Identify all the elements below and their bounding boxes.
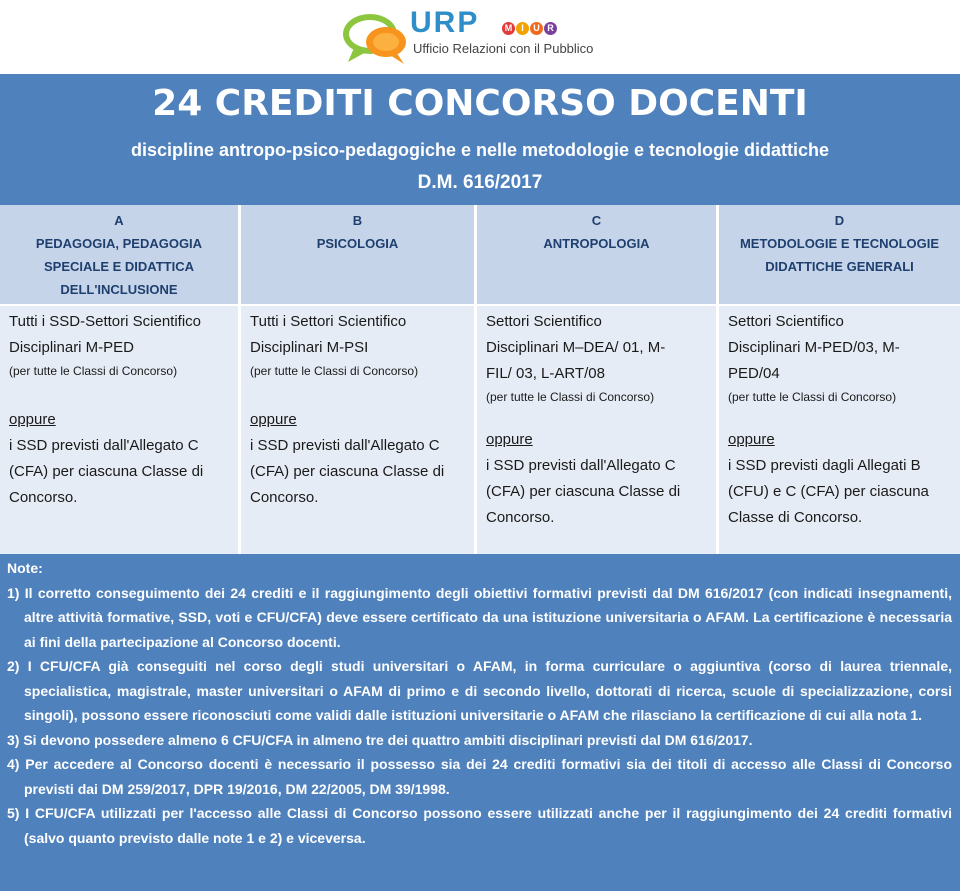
logo-area: [0, 0, 960, 74]
notes-title: Note:: [7, 560, 43, 576]
note-item: 1) Il corretto conseguimento dei 24 crediti e il raggiungimento degli obiettivi formativi previsti dal DM 616/2017 (con indicati insegnamenti, altre attività formative, SSD, voti e CFU/CFA) deve essere certificato da una istituzione universitaria o AFAM. La certificazione è necessaria ai fini della partecipazione al Concorso docenti.: [7, 584, 952, 650]
body-line: Disciplinari M–DEA/ 01, M-: [486, 339, 666, 356]
column-letter: B: [352, 213, 363, 228]
oppure-label: oppure: [728, 431, 775, 448]
note-item: 4) Per accedere al Concorso docenti è necessario il possesso sia dei 24 crediti formativi sia dei titoli di accesso alle Classi di Concorso previsti dai DM 259/2017, DPR 19/2016, DM 22/2005, DM 39/1998.: [7, 756, 952, 797]
column-body-d: [719, 306, 960, 554]
body-line: FIL/ 03, L-ART/08: [486, 365, 605, 382]
body-line: Tutti i Settori Scientifico: [250, 313, 407, 330]
miur-letter: U: [530, 22, 543, 35]
column-heading-line: SPECIALE E DIDATTICA: [44, 259, 194, 274]
note-item: 2) I CFU/CFA già conseguiti nel corso degli studi universitari o AFAM, in forma curriculare o aggiuntiva (corso di laurea triennale, specialistica, magistrale, master universitari o AFAM di primo e di secondo livello, dottorati di ricerca, scuole di specializzazione, corsi singoli), possono essere riconosciuti come validi dalle istituzioni universitarie o AFAM che rilasciano la certificazione di cui alla nota 1.: [7, 658, 952, 723]
scope-note: (per tutte le Classi di Concorso): [728, 390, 897, 404]
miur-letter: I: [516, 22, 529, 35]
column-header-d: [719, 205, 960, 304]
page-subtitle: discipline antropo-psico-pedagogiche e nelle metodologie e tecnologie didattiche: [130, 140, 830, 160]
column-letter: A: [114, 213, 124, 228]
alt-line: i SSD previsti dall'Allegato C: [250, 437, 440, 454]
alt-line: (CFA) per ciascuna Classe di: [486, 483, 681, 500]
scope-note: (per tutte le Classi di Concorso): [250, 364, 419, 378]
miur-letter: M: [502, 22, 515, 35]
body-line: Settori Scientifico: [728, 313, 844, 330]
alt-line: Concorso.: [250, 489, 319, 506]
miur-logo: [502, 22, 557, 35]
body-line: Disciplinari M-PED/03, M-: [728, 339, 900, 356]
alt-line: Concorso.: [9, 489, 78, 506]
column-body-c: [477, 306, 716, 554]
column-header-b: [241, 205, 474, 304]
scope-note: (per tutte le Classi di Concorso): [9, 364, 178, 378]
column-heading-line: ANTROPOLOGIA: [543, 236, 650, 251]
scope-note: (per tutte le Classi di Concorso): [486, 390, 655, 404]
oppure-label: oppure: [486, 431, 533, 448]
alt-line: i SSD previsti dall'Allegato C: [486, 457, 676, 474]
body-line: Settori Scientifico: [486, 313, 602, 330]
disciplines-table: [0, 205, 960, 554]
column-body-a: [0, 306, 238, 554]
body-line: PED/04: [728, 365, 780, 382]
column-letter: C: [591, 213, 602, 228]
column-letter: D: [834, 213, 845, 228]
page-title: 24 CREDITI CONCORSO DOCENTI: [152, 83, 808, 124]
alt-line: Concorso.: [486, 509, 555, 526]
column-heading-line: DELL'INCLUSIONE: [60, 282, 178, 297]
body-line: Tutti i SSD-Settori Scientifico: [9, 313, 202, 330]
urp-brand: URP: [410, 6, 480, 39]
miur-letter: R: [544, 22, 557, 35]
alt-line: (CFA) per ciascuna Classe di: [250, 463, 445, 480]
header-banner: [0, 74, 960, 205]
note-item: 3) Si devono possedere almeno 6 CFU/CFA in almeno tre dei quattro ambiti disciplinari previsti dal DM 616/2017.: [7, 731, 753, 748]
column-heading-line: DIDATTICHE GENERALI: [765, 259, 914, 274]
alt-line: i SSD previsti dagli Allegati B: [728, 457, 921, 474]
body-line: Disciplinari M-PED: [9, 339, 135, 356]
column-heading-line: METODOLOGIE E TECNOLOGIE: [739, 236, 940, 251]
column-heading-line: PSICOLOGIA: [316, 236, 399, 251]
oppure-label: oppure: [250, 411, 297, 428]
alt-line: (CFU) e C (CFA) per ciascuna: [728, 483, 929, 500]
alt-line: Classe di Concorso.: [728, 509, 863, 526]
alt-line: (CFA) per ciascuna Classe di: [9, 463, 204, 480]
notes-section: [0, 554, 960, 891]
column-heading-line: PEDAGOGIA, PEDAGOGIA: [35, 236, 203, 251]
urp-subtitle: Ufficio Relazioni con il Pubblico: [413, 41, 594, 56]
column-header-a: [0, 205, 238, 304]
column-header-c: [477, 205, 716, 304]
body-line: Disciplinari M-PSI: [250, 339, 369, 356]
oppure-label: oppure: [9, 411, 56, 428]
alt-line: i SSD previsti dall'Allegato C: [9, 437, 199, 454]
column-body-b: [241, 306, 474, 554]
decree-label: D.M. 616/2017: [417, 172, 543, 193]
note-item: 5) I CFU/CFA utilizzati per l'accesso alle Classi di Concorso possono essere utilizzati anche per il raggiungimento dei 24 crediti formativi (salvo quanto previsto dalle note 1 e 2) e viceversa.: [7, 805, 952, 846]
